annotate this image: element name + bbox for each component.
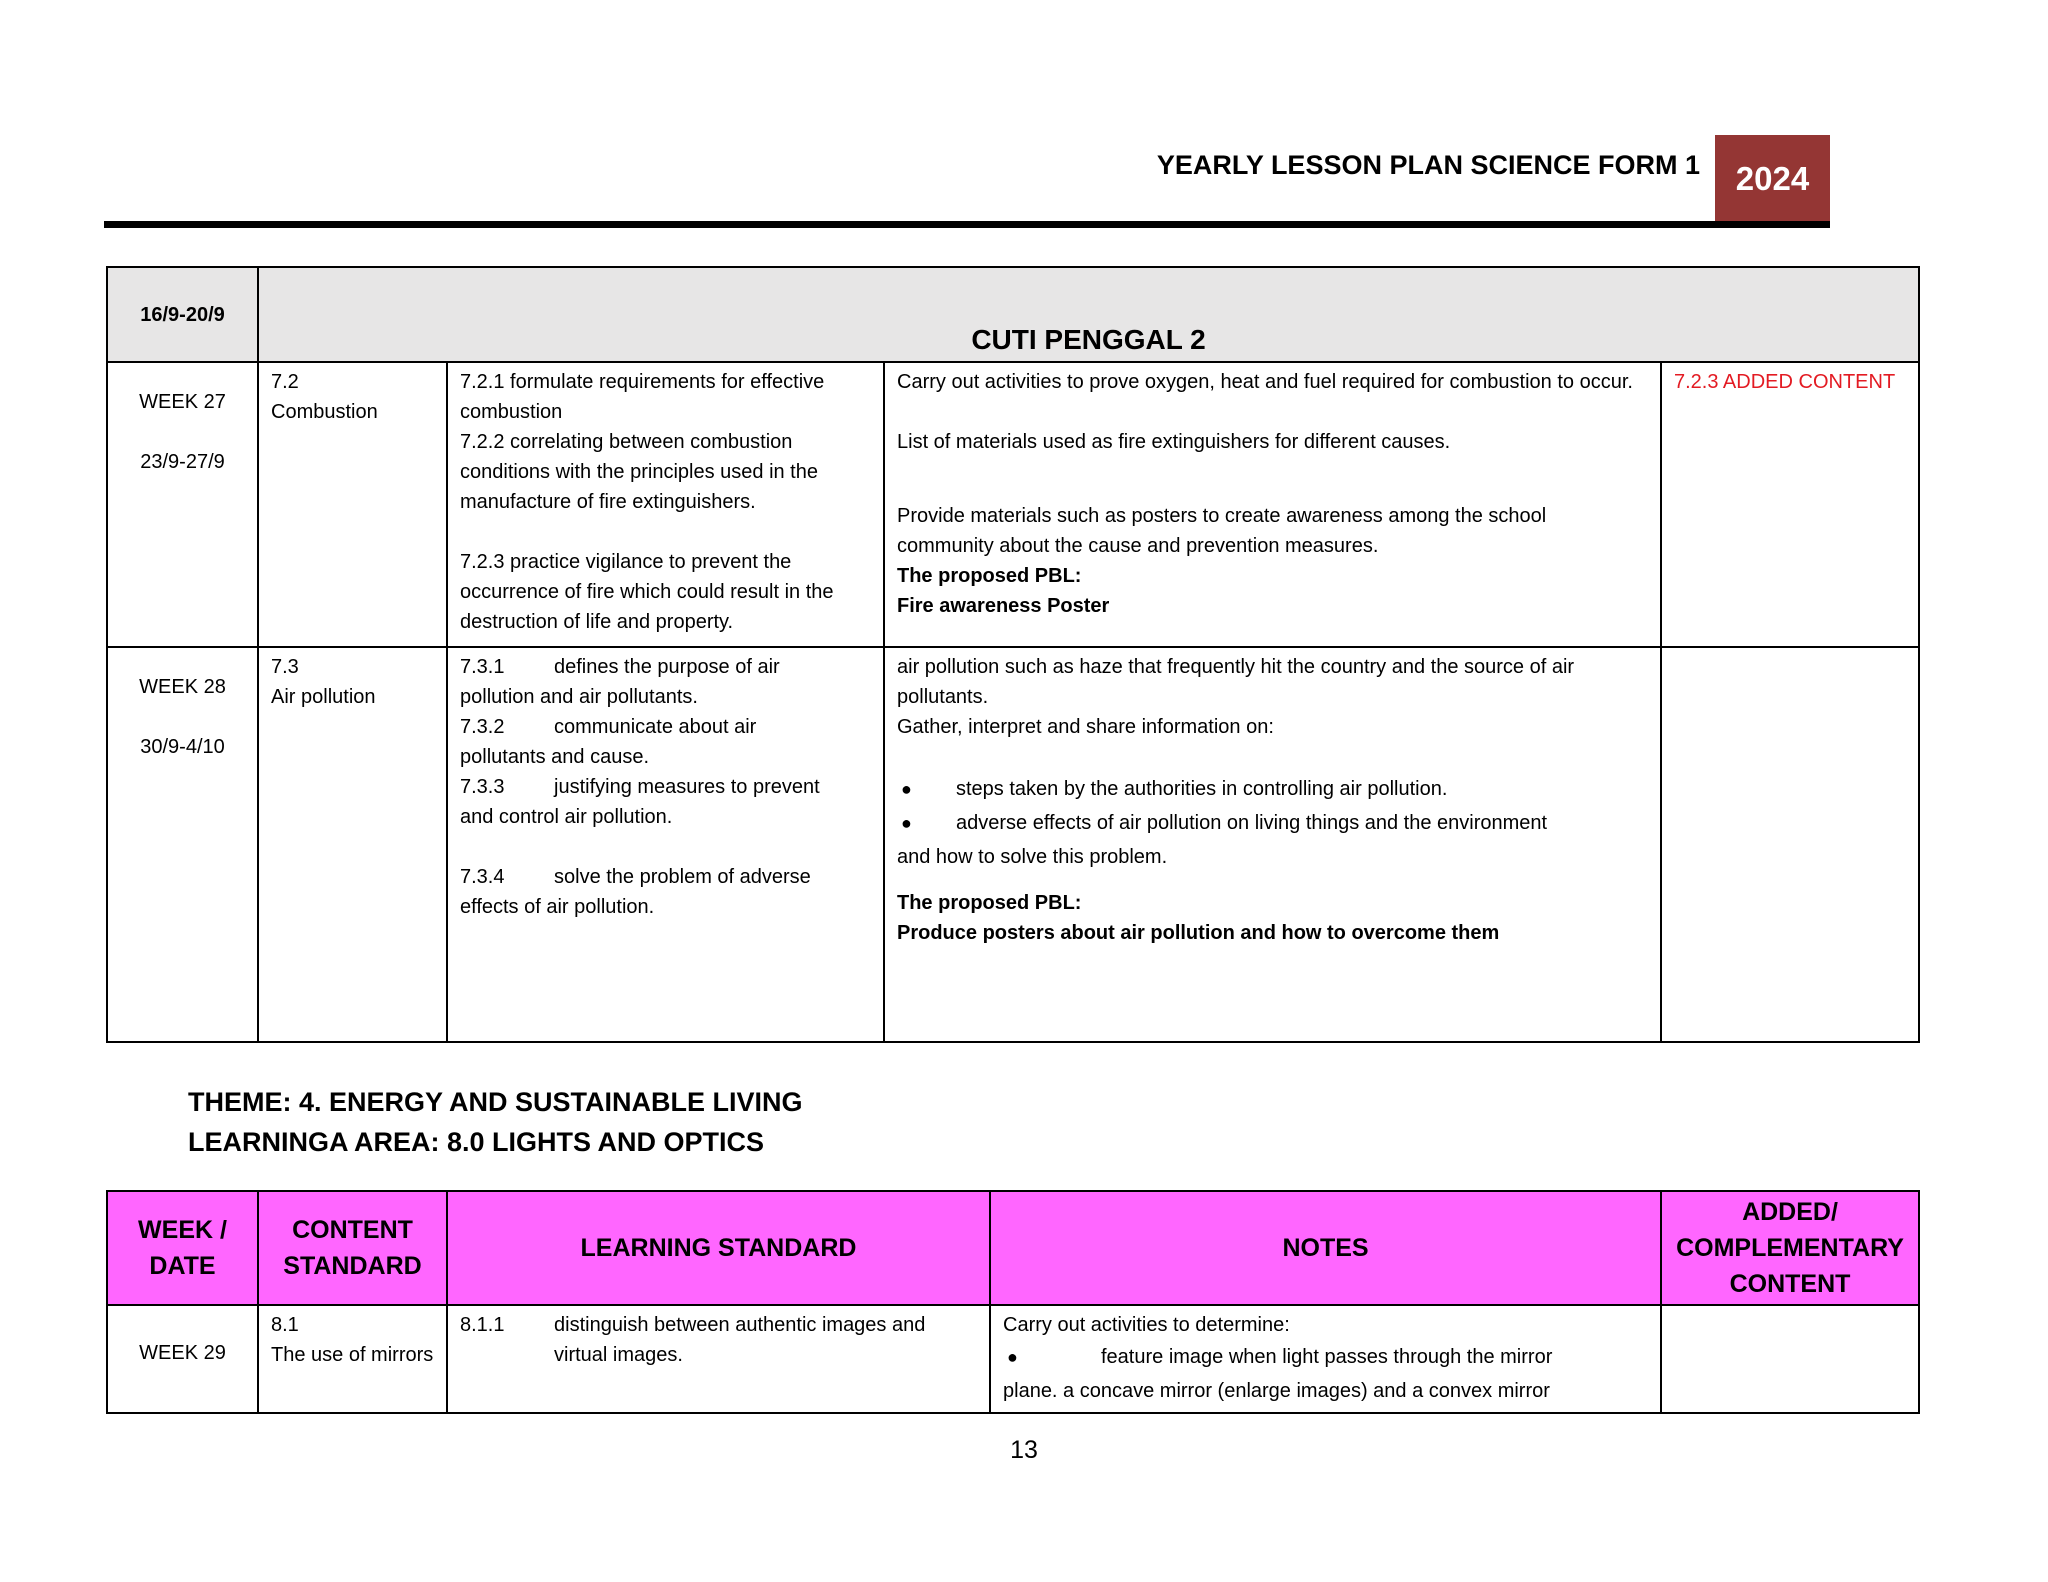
document-header-title: YEARLY LESSON PLAN SCIENCE FORM 1 (1156, 150, 1700, 180)
header-added-content: ADDED/ COMPLEMENTARY CONTENT (1661, 1191, 1919, 1305)
ls-text-cont: and control air pollution. (460, 806, 673, 828)
note-text: Gather, interpret and share information on: (897, 716, 1274, 738)
note-text: List of materials used as fire extinguishers for different causes. (897, 431, 1451, 453)
learning-standard-cell (447, 1305, 990, 1413)
content-standard-number: 7.3 (271, 656, 299, 678)
content-standard-title: Air pollution (271, 686, 376, 708)
ls-number: 8.1.1 (460, 1314, 505, 1336)
bullet-dot-icon: ● (901, 813, 912, 833)
content-standard-cell (258, 362, 447, 647)
header-content-standard: CONTENT STANDARD (258, 1191, 447, 1305)
bullet-item (897, 806, 1648, 840)
learning-standard-cell (447, 362, 884, 647)
header-divider (104, 221, 1830, 228)
learning-standard-item: 7.2.3 practice vigilance to prevent the occurrence of fire which could result in the destruction of life and property. (460, 551, 834, 633)
lesson-plan-table-1 (106, 266, 1920, 1043)
pbl-text: Fire awareness Poster (897, 595, 1110, 617)
holiday-date: 16/9-20/9 (107, 267, 258, 362)
content-standard-title: The use of mirrors (271, 1344, 434, 1366)
theme-heading (188, 1082, 803, 1162)
content-standard-number: 7.2 (271, 371, 299, 393)
bullet-dot-icon: ● (901, 779, 912, 799)
bullet-text-cont: plane. a concave mirror (enlarge images) and a convex mirror (1003, 1380, 1550, 1402)
week-cell (107, 362, 258, 647)
bullet-text-cont: and how to solve this problem. (897, 846, 1168, 868)
content-standard-number: 8.1 (271, 1314, 299, 1336)
learning-standard-cell (447, 647, 884, 1042)
ls-number: 7.3.3 (460, 776, 505, 798)
pbl-label: The proposed PBL: (897, 565, 1082, 587)
added-content-cell (1661, 1305, 1919, 1413)
week-label: WEEK 29 (107, 1305, 258, 1413)
ls-text: distinguish between authentic images and virtual images. (554, 1314, 926, 1366)
ls-text-cont: pollution and air pollutants. (460, 686, 698, 708)
notes-cell (884, 647, 1661, 1042)
holiday-row (107, 267, 1919, 362)
ls-number: 7.3.4 (460, 866, 505, 888)
learning-standard-item: 7.2.1 formulate requirements for effective combustion (460, 371, 825, 423)
note-text: Carry out activities to prove oxygen, heat and fuel required for combustion to occur. (897, 371, 1633, 393)
content-standard-cell (258, 647, 447, 1042)
page-number: 13 (1010, 1436, 1038, 1464)
week-date: 30/9-4/10 (140, 736, 225, 758)
ls-text: solve the problem of adverse (554, 866, 811, 888)
header-notes: NOTES (990, 1191, 1661, 1305)
ls-text-cont: pollutants and cause. (460, 746, 650, 768)
note-text: Carry out activities to determine: (1003, 1314, 1290, 1336)
table-row-week-27 (107, 362, 1919, 647)
ls-number: 7.3.1 (460, 656, 505, 678)
ls-text: defines the purpose of air (554, 656, 780, 678)
ls-text-cont: effects of air pollution. (460, 896, 655, 918)
added-content-cell: 7.2.3 ADDED CONTENT (1661, 362, 1919, 647)
bullet-item (1003, 1340, 1648, 1374)
lesson-plan-table-2 (106, 1190, 1920, 1414)
note-text: Provide materials such as posters to create awareness among the school community about the cause and prevention measures. (897, 505, 1547, 557)
ls-number: 7.3.2 (460, 716, 505, 738)
table-row-week-28 (107, 647, 1919, 1042)
bullet-text: steps taken by the authorities in controlling air pollution. (956, 778, 1448, 800)
ls-text: communicate about air (554, 716, 757, 738)
note-text: air pollution such as haze that frequently hit the country and the source of air pollutants. (897, 656, 1575, 708)
learning-standard-item: 7.2.2 correlating between combustion conditions with the principles used in the manufacture of fire extinguishers. (460, 431, 818, 513)
week-cell (107, 647, 258, 1042)
bullet-text: feature image when light passes through the mirror (1101, 1346, 1553, 1368)
notes-cell (884, 362, 1661, 647)
header-year-badge: 2024 (1715, 135, 1830, 223)
ls-text: justifying measures to prevent (554, 776, 820, 798)
bullet-dot-icon: ● (1007, 1347, 1018, 1367)
pbl-label: The proposed PBL: (897, 892, 1082, 914)
header-learning-standard: LEARNING STANDARD (447, 1191, 990, 1305)
pbl-text: Produce posters about air pollution and how to overcome them (897, 922, 1500, 944)
bullet-text: adverse effects of air pollution on living things and the environment (956, 812, 1548, 834)
added-content-cell (1661, 647, 1919, 1042)
week-date: 23/9-27/9 (140, 451, 225, 473)
table-header-row (107, 1191, 1919, 1305)
theme-title: THEME: 4. ENERGY AND SUSTAINABLE LIVING (188, 1087, 803, 1117)
header-week-date: WEEK / DATE (107, 1191, 258, 1305)
learning-area-title: LEARNINGA AREA: 8.0 LIGHTS AND OPTICS (188, 1127, 765, 1157)
content-standard-cell (258, 1305, 447, 1413)
content-standard-title: Combustion (271, 401, 378, 423)
notes-cell (990, 1305, 1661, 1413)
table-row-week-29 (107, 1305, 1919, 1413)
week-label: WEEK 28 (139, 676, 226, 698)
holiday-label: CUTI PENGGAL 2 (258, 267, 1919, 362)
week-label: WEEK 27 (139, 391, 226, 413)
bullet-item (897, 772, 1648, 806)
